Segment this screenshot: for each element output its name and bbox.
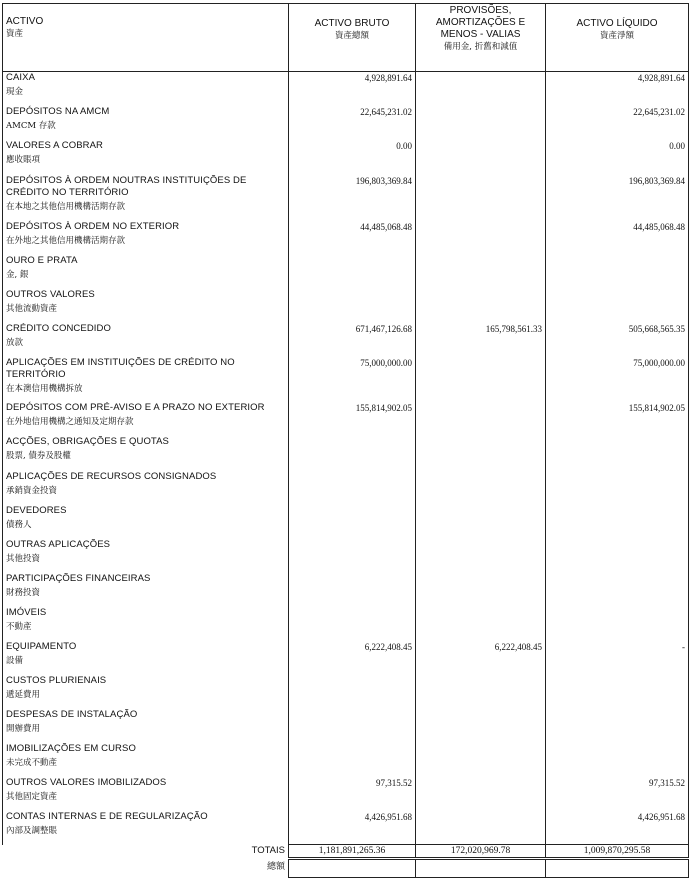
row-provisoes-cell [416, 539, 546, 573]
row-label [3, 106, 289, 140]
row-provisoes: 165,798,561.33 [485, 323, 542, 334]
row-label-zh: 其他投資 [6, 553, 41, 564]
table-row [3, 573, 689, 607]
balance-sheet-table [2, 3, 689, 878]
row-bruto-cell [289, 505, 416, 539]
row-bruto: 75,000,000.00 [360, 357, 412, 368]
row-label-pt: DEPÓSITOS À ORDEM NO EXTERIOR [6, 220, 180, 232]
row-liquido-cell [546, 255, 689, 289]
row-liquido-cell [546, 175, 689, 221]
row-bruto: 155,814,902.05 [355, 402, 412, 413]
row-label-zh: 其他流動資產 [6, 303, 58, 314]
row-liquido-cell [546, 289, 689, 323]
row-label-zh: AMCM 存款 [6, 120, 56, 131]
row-label-zh: 財務投資 [6, 587, 41, 598]
row-label-zh: 應收賬項 [6, 154, 41, 165]
row-label-zh: 債務人 [6, 519, 32, 530]
row-label-zh: 內部及調整賬 [6, 825, 58, 836]
row-bruto-cell [289, 221, 416, 255]
row-label-pt: VALORES A COBRAR [6, 139, 103, 151]
row-bruto-cell [289, 357, 416, 402]
row-liquido-cell [546, 573, 689, 607]
table-row [3, 811, 689, 845]
header-activo-zh: 資產 [6, 29, 24, 39]
row-label-pt: IMOBILIZAÇÕES EM CURSO [6, 742, 136, 754]
totals-label: TOTAIS [251, 844, 285, 856]
totals-zh-cell-liq [546, 859, 689, 878]
row-provisoes-cell [416, 140, 546, 175]
table-body [3, 72, 689, 845]
row-provisoes-cell [416, 777, 546, 811]
row-bruto-cell [289, 709, 416, 743]
row-bruto: 4,928,891.64 [364, 73, 412, 83]
row-label-zh: 現金 [6, 87, 24, 97]
header-prov-zh: 備用金, 折舊和減值 [443, 42, 518, 52]
row-bruto: 6,222,408.45 [364, 641, 412, 652]
row-liquido-cell [546, 436, 689, 471]
row-label [3, 402, 289, 436]
row-bruto-cell [289, 255, 416, 289]
row-bruto-cell [289, 675, 416, 709]
row-provisoes-cell [416, 175, 546, 221]
row-liquido: 155,814,902.05 [628, 402, 685, 413]
table-row [3, 255, 689, 289]
row-liquido: 44,485,068.48 [633, 221, 685, 232]
row-label [3, 573, 289, 607]
row-liquido-cell [546, 323, 689, 357]
row-bruto-cell [289, 777, 416, 811]
row-bruto: 4,426,951.68 [364, 811, 412, 822]
totals-liquido: 1,009,870,295.58 [546, 845, 689, 859]
table-row [3, 539, 689, 573]
row-label-zh: 其他固定資產 [6, 791, 58, 802]
totals-row [3, 845, 689, 859]
row-label [3, 175, 289, 221]
totals-zh-cell-bruto [289, 859, 416, 878]
totals-provisoes: 172,020,969.78 [416, 845, 546, 859]
row-label [3, 72, 289, 106]
row-liquido-cell [546, 471, 689, 505]
row-bruto-cell [289, 811, 416, 845]
row-bruto: 671,467,126.68 [355, 323, 412, 334]
row-label-pt: CUSTOS PLURIENAIS [6, 674, 107, 686]
row-label-zh: 在外地信用機構之通知及定期存款 [6, 416, 134, 427]
row-label-zh: 遞延費用 [6, 689, 41, 700]
row-label-pt: PARTICIPAÇÕES FINANCEIRAS [6, 572, 151, 584]
row-label [3, 539, 289, 573]
row-liquido: 4,426,951.68 [637, 811, 685, 822]
row-label [3, 675, 289, 709]
row-label-pt: IMÓVEIS [6, 606, 47, 618]
row-label-zh: 未完成不動產 [6, 757, 58, 768]
row-label-zh: 放款 [6, 337, 24, 348]
row-label [3, 357, 289, 402]
row-bruto-cell [289, 436, 416, 471]
table-row [3, 402, 689, 436]
row-label-pt: OURO E PRATA [6, 254, 78, 266]
row-liquido: 75,000,000.00 [633, 357, 685, 368]
table-row [3, 323, 689, 357]
row-label-pt: DEPÓSITOS NA AMCM [6, 105, 110, 117]
row-label-pt: OUTROS VALORES [6, 288, 95, 300]
table-row [3, 471, 689, 505]
table-row [3, 743, 689, 777]
row-label-zh: 股票, 債券及股權 [6, 450, 71, 461]
row-liquido-cell [546, 607, 689, 641]
row-liquido: 4,928,891.64 [637, 73, 685, 83]
row-label [3, 289, 289, 323]
row-label-pt: CRÉDITO CONCEDIDO [6, 322, 111, 334]
table-header [3, 4, 689, 72]
row-bruto-cell [289, 140, 416, 175]
row-label-zh: 開辦費用 [6, 723, 41, 734]
row-liquido: 0.00 [669, 140, 685, 151]
row-bruto-cell [289, 607, 416, 641]
row-provisoes-cell [416, 323, 546, 357]
row-bruto: 44,485,068.48 [360, 221, 412, 232]
row-label [3, 471, 289, 505]
row-label-pt: OUTRAS APLICAÇÕES [6, 538, 111, 550]
table-row [3, 357, 689, 402]
table-row [3, 221, 689, 255]
row-provisoes-cell [416, 255, 546, 289]
row-bruto-cell [289, 289, 416, 323]
row-label-zh: 設備 [6, 655, 24, 666]
row-bruto: 97,315.52 [376, 777, 412, 788]
table-row [3, 505, 689, 539]
row-provisoes-cell [416, 289, 546, 323]
row-liquido-cell [546, 709, 689, 743]
row-provisoes-cell [416, 607, 546, 641]
row-label [3, 743, 289, 777]
row-label [3, 221, 289, 255]
row-label-pt: DEPÓSITOS À ORDEM NOUTRAS INSTITUIÇÕES DE CRÉDITO NO TERRITÓRIO [6, 174, 247, 198]
table-row [3, 777, 689, 811]
header-prov-line3: MENOS - VALIAS [440, 29, 521, 40]
row-label [3, 140, 289, 175]
row-bruto-cell [289, 402, 416, 436]
row-label-pt: ACÇÕES, OBRIGAÇÕES E QUOTAS [6, 435, 169, 447]
table-row [3, 175, 689, 221]
row-bruto: 22,645,231.02 [360, 106, 412, 117]
table-row [3, 140, 689, 175]
row-provisoes-cell [416, 675, 546, 709]
table-row [3, 436, 689, 471]
header-activo-pt: ACTIVO [6, 16, 44, 27]
row-bruto-cell [289, 743, 416, 777]
row-label-pt: APLICAÇÕES EM INSTITUIÇÕES DE CRÉDITO NO TERRITÓRIO [6, 356, 235, 380]
row-bruto-cell [289, 539, 416, 573]
table-row [3, 607, 689, 641]
totals-label-zh: 總額 [266, 861, 285, 872]
row-label [3, 607, 289, 641]
row-provisoes-cell [416, 641, 546, 675]
header-provisoes [416, 4, 546, 72]
row-provisoes-cell [416, 709, 546, 743]
row-liquido-cell [546, 221, 689, 255]
header-activo-bruto [289, 4, 416, 72]
row-bruto-cell [289, 323, 416, 357]
row-liquido: 505,668,565.35 [628, 323, 685, 334]
row-liquido-cell [546, 811, 689, 845]
row-provisoes-cell [416, 743, 546, 777]
row-label-pt: DEPÓSITOS COM PRÉ-AVISO E A PRAZO NO EXTERIOR [6, 401, 265, 413]
row-provisoes-cell [416, 72, 546, 106]
row-provisoes-cell [416, 221, 546, 255]
table-row [3, 106, 689, 140]
row-label [3, 255, 289, 289]
row-label [3, 777, 289, 811]
row-label-zh: 金, 銀 [6, 269, 29, 280]
row-liquido: 196,803,369.84 [628, 175, 685, 186]
table-row [3, 709, 689, 743]
row-provisoes-cell [416, 505, 546, 539]
row-label-zh: 在本地之其他信用機構活期存款 [6, 201, 126, 212]
row-bruto: 196,803,369.84 [355, 175, 412, 186]
row-provisoes-cell [416, 106, 546, 140]
header-prov-line2: AMORTIZAÇÕES E [435, 17, 526, 28]
row-liquido-cell [546, 402, 689, 436]
row-liquido-cell [546, 106, 689, 140]
row-label [3, 436, 289, 471]
row-liquido-cell [546, 675, 689, 709]
row-bruto-cell [289, 72, 416, 106]
row-label-pt: DESPESAS DE INSTALAÇÃO [6, 708, 138, 720]
row-provisoes-cell [416, 811, 546, 845]
header-activo [3, 4, 289, 72]
row-provisoes-cell [416, 402, 546, 436]
header-prov-line1: PROVISÕES, [449, 5, 512, 16]
totals-zh-cell-prov [416, 859, 546, 878]
row-label-pt: EQUIPAMENTO [6, 640, 77, 652]
header-bruto-zh: 資產總額 [334, 31, 369, 41]
row-liquido: 22,645,231.02 [633, 106, 685, 117]
row-label [3, 709, 289, 743]
totals-zh-row [3, 859, 689, 878]
row-liquido-cell [546, 777, 689, 811]
row-liquido-cell [546, 357, 689, 402]
row-label [3, 505, 289, 539]
row-label-zh: 不動產 [6, 621, 32, 632]
totals-bruto: 1,181,891,265.36 [289, 845, 416, 859]
row-label-zh: 在外地之其他信用機構活期存款 [6, 235, 126, 246]
row-liquido-cell [546, 140, 689, 175]
row-liquido: 97,315.52 [649, 777, 685, 788]
table-row [3, 289, 689, 323]
row-bruto-cell [289, 175, 416, 221]
row-provisoes-cell [416, 573, 546, 607]
row-label-pt: APLICAÇÕES DE RECURSOS CONSIGNADOS [6, 470, 217, 482]
row-label-pt: DEVEDORES [6, 504, 67, 516]
header-bruto-pt: ACTIVO BRUTO [314, 18, 390, 29]
row-liquido-cell [546, 72, 689, 106]
row-label-zh: 承銷資金投資 [6, 485, 58, 496]
row-provisoes-cell [416, 471, 546, 505]
row-label [3, 641, 289, 675]
table-row [3, 641, 689, 675]
table-row [3, 72, 689, 106]
row-provisoes-cell [416, 357, 546, 402]
row-liquido-cell [546, 539, 689, 573]
row-liquido: - [682, 641, 685, 652]
row-liquido-cell [546, 743, 689, 777]
row-bruto: 0.00 [396, 140, 412, 151]
row-liquido-cell [546, 505, 689, 539]
row-label [3, 811, 289, 845]
row-bruto-cell [289, 641, 416, 675]
table-row [3, 675, 689, 709]
header-liquido-pt: ACTIVO LÍQUIDO [576, 18, 658, 29]
row-bruto-cell [289, 106, 416, 140]
row-liquido-cell [546, 641, 689, 675]
row-bruto-cell [289, 573, 416, 607]
row-bruto-cell [289, 471, 416, 505]
row-provisoes: 6,222,408.45 [494, 641, 542, 652]
row-label-zh: 在本澳信用機構拆放 [6, 383, 83, 394]
row-label [3, 323, 289, 357]
row-label-pt: CONTAS INTERNAS E DE REGULARIZAÇÃO [6, 810, 208, 822]
header-activo-liquido [546, 4, 689, 72]
row-label-pt: OUTROS VALORES IMOBILIZADOS [6, 776, 167, 788]
row-provisoes-cell [416, 436, 546, 471]
row-label-pt: CAIXA [6, 72, 36, 83]
header-liquido-zh: 資產淨額 [599, 31, 634, 41]
